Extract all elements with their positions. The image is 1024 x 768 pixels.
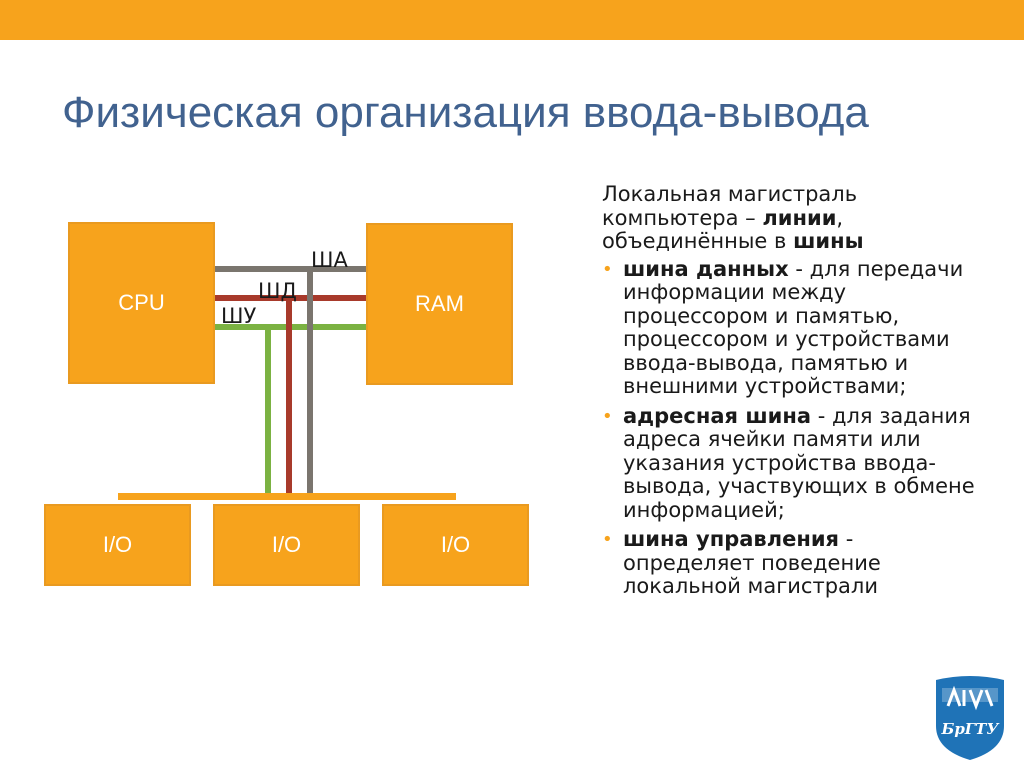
io-box-3 [382,504,529,586]
logo-text: БрГТУ [941,720,999,738]
cpu-box [68,222,215,384]
control-bus-line-vertical [265,327,271,495]
io-label: I/O [102,532,133,557]
ram-box [366,223,513,385]
io-box-1 [44,504,191,586]
io-bus-bar [118,493,456,500]
bullet-icon: • [602,405,613,427]
control-bus-label: ШУ [221,304,257,328]
io-label: I/O [271,532,302,557]
io-box-2 [213,504,360,586]
bullet-list [602,258,982,599]
slide-title: Физическая организация ввода-вывода [62,88,869,137]
bullet-item-control-bus: • шина управления - определяет поведение локальной магистрали [602,527,881,598]
intro-paragraph: Локальная магистраль компьютера – линии, объединённые в шины [602,182,864,253]
io-label: I/O [440,532,471,557]
bullet-icon: • [602,258,613,280]
data-bus-label: ШД [258,279,297,303]
address-bus-label: ША [311,248,348,272]
description-text [602,183,982,605]
cpu-label: CPU [118,290,165,315]
bullet-item-address-bus: • адресная шина - для задания адреса ячейки памяти или указания устройства ввода-вывода, участвующих в обмене информацией; [602,403,975,522]
bullet-icon: • [602,529,613,550]
address-bus-line-vertical [307,269,313,495]
ram-label: RAM [415,291,464,316]
data-bus-line-vertical [286,298,292,495]
university-logo-icon [930,668,1010,763]
bullet-item-data-bus: • шина данных - для передачи информации между процессором и памятью, процессором и устройствами ввода-вывода, памятью и внешними устройствами; [602,256,964,398]
